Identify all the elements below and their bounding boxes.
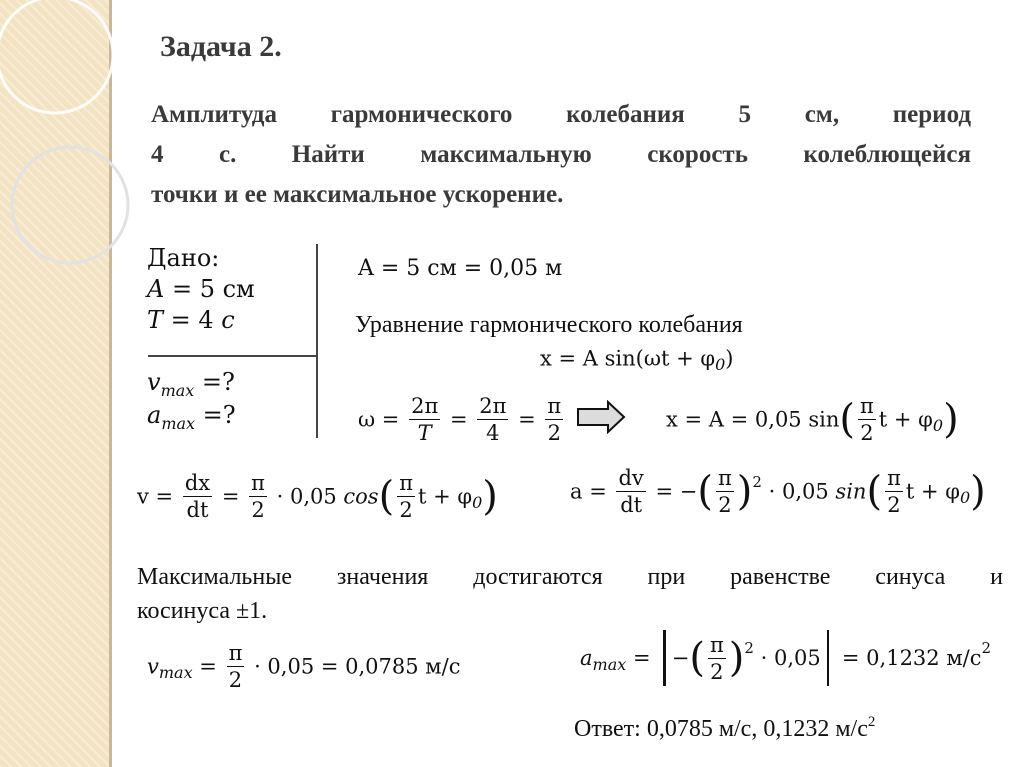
velocity-equation: v = $\frac{dx}{dt}$ = $\frac{\pi}{2}$ · 0,05 cos( $\frac{\pi}{2}$ $t + \varphi_0$) (137, 471, 498, 522)
given-block (147, 243, 255, 433)
problem-line: 4 с. Найти максимальную скорость колеблющейся (151, 141, 971, 168)
slide-title: Задача 2. (160, 30, 282, 63)
equation-label: Уравнение гармонического колебания (355, 312, 743, 338)
find-vmax: $v_{max}$ =? (147, 368, 235, 400)
acceleration-equation: a = $\frac{dv}{dt}$ = −( $\frac{\pi}{2}$ )$^2$ · 0,05 sin( $\frac{\pi}{2}$ $t + \varphi_0$) (570, 466, 986, 517)
maximum-values-text: Максимальные значения достигаются при равенстве синуса и косинуса ±1. (137, 564, 1003, 624)
given-divider-vertical (316, 244, 318, 438)
general-equation: x = A $\sin(\omega t + \varphi_0)$ (540, 346, 734, 374)
unit-conversion: A = 5 см = 0,05 м (358, 256, 563, 281)
problem-line: Амплитуда гармонического колебания 5 см, период (151, 101, 971, 128)
x-equation: x = A = 0,05 sin( $\frac{\pi}{2}$ $t + \varphi_0$) (666, 394, 959, 445)
arrow-right-icon (576, 400, 626, 434)
vmax-result: $v_{max}$ = $\frac{\pi}{2}$ · 0,05 = 0,0785 м/с (147, 641, 461, 692)
omega-equation: ω = $\frac{2\pi}{T}$ = $\frac{2\pi}{4}$ = $\frac{\pi}{2}$ (358, 394, 562, 445)
answer-line: Ответ: 0,0785 м/с, 0,1232 $м/с^2$ (574, 714, 876, 742)
given-divider-horizontal (148, 355, 318, 357)
amax-result: $a_{max}$ = −( $\frac{\pi}{2}$ )$^2$ · 0,05 = 0,1232 $м/с^2$ (580, 630, 991, 686)
find-amax: $a_{max}$ =? (147, 401, 236, 433)
problem-statement (151, 95, 971, 215)
given-period: T = 4 c (147, 306, 235, 334)
given-heading: Дано: (147, 244, 220, 272)
problem-line: точки и ее максимальное ускорение. (151, 181, 564, 208)
given-amplitude: A = 5 см (147, 275, 255, 303)
